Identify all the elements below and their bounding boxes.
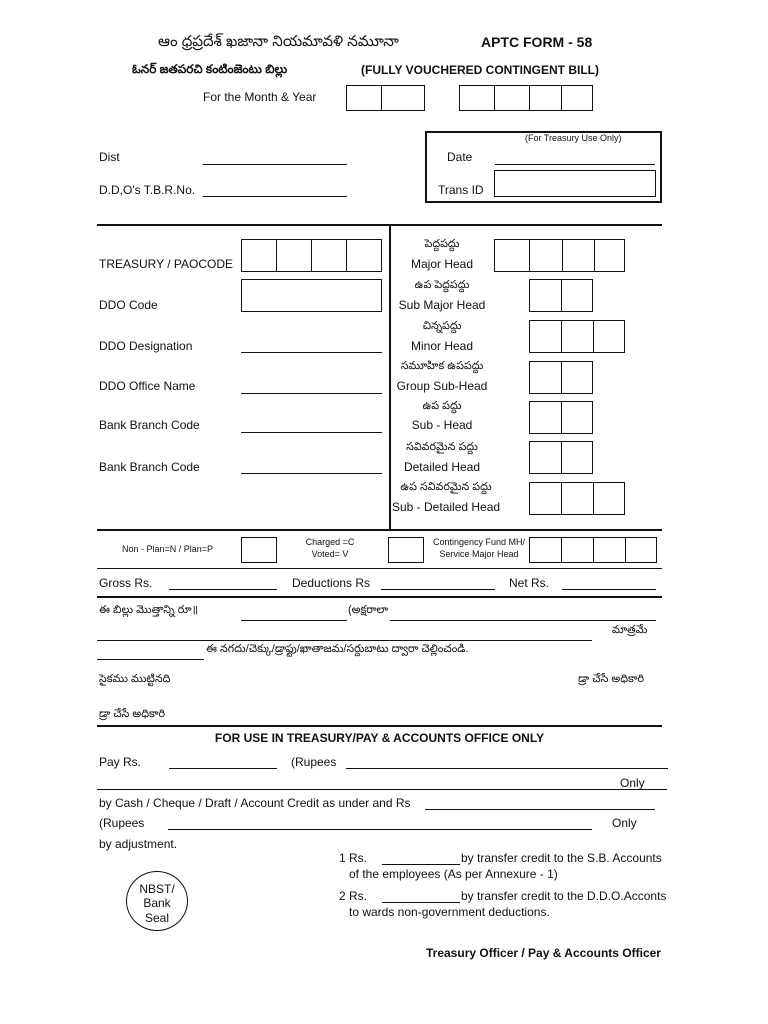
- net-field[interactable]: [562, 589, 656, 590]
- rupees-field-1[interactable]: [346, 768, 668, 769]
- sub-major-head-label: Sub Major Head: [398, 298, 486, 312]
- gross-field[interactable]: [169, 589, 277, 590]
- plan-box[interactable]: [241, 537, 277, 563]
- seal-line-3: Seal: [144, 911, 170, 925]
- drawing-officer-right-telugu: డ్రా చేసే అధికారి: [578, 673, 645, 685]
- contingency-label-1: Contingency Fund MH/: [432, 537, 526, 547]
- sub-detailed-head-boxes[interactable]: [529, 482, 625, 515]
- payment-mode-telugu: ఈ నగదు/చెక్కు/డ్రాఫ్టు/ఖాతాజమ/సర్దుబాటు ద్వారా చెల్లించండి.: [206, 643, 469, 655]
- item2-prefix: 2 Rs.: [339, 889, 368, 903]
- in-words-field[interactable]: [390, 620, 656, 621]
- sub-detailed-head-telugu: ఉప సవివరమైన పద్దు: [400, 481, 492, 493]
- major-head-telugu: పెద్దపద్దు: [424, 238, 460, 250]
- minor-head-telugu: చిన్నపద్దు: [422, 320, 462, 332]
- only-label-2: Only: [612, 816, 637, 830]
- group-sub-head-telugu: సమూహిక ఉపపద్దు: [400, 360, 484, 372]
- charged-label: Charged =C: [305, 537, 355, 547]
- dist-label: Dist: [99, 150, 120, 164]
- bank-branch-code-field-2[interactable]: [241, 473, 382, 474]
- bank-branch-code-label-2: Bank Branch Code: [99, 460, 200, 474]
- item1-suffix: by transfer credit to the S.B. Accounts: [461, 851, 662, 865]
- contingency-boxes[interactable]: [529, 537, 657, 563]
- sign-received-telugu: సైకము ముట్టినది: [99, 673, 171, 685]
- detailed-head-telugu: సవివరమైన పద్దు: [406, 441, 478, 453]
- form-title-telugu: ఆం ధ్రప్రదేశ్ ఖజానా నియమావళి నమూనా: [158, 33, 399, 50]
- ddo-designation-label: DDO Designation: [99, 339, 193, 353]
- seal-line-2: Bank: [143, 896, 171, 910]
- item1-prefix: 1 Rs.: [339, 851, 368, 865]
- ddo-tbr-label: D.D,O's T.B.R.No.: [99, 183, 196, 197]
- pay-field[interactable]: [169, 768, 277, 769]
- rupees-label-1: (Rupees: [291, 755, 337, 769]
- major-head-label: Major Head: [410, 257, 474, 271]
- date-field[interactable]: [495, 164, 655, 165]
- detailed-head-label: Detailed Head: [403, 460, 481, 474]
- trans-id-label: Trans ID: [438, 183, 484, 197]
- treasury-officer-signatory: Treasury Officer / Pay & Accounts Officer: [426, 946, 661, 960]
- form-code: APTC FORM - 58: [481, 34, 593, 50]
- ddo-code-field[interactable]: [241, 279, 382, 312]
- item1-amount-field[interactable]: [382, 864, 460, 865]
- only-label-1: Only: [620, 776, 645, 790]
- major-head-boxes[interactable]: [494, 239, 625, 272]
- rupees-field-2[interactable]: [168, 829, 592, 830]
- contingency-label-2: Service Major Head: [439, 549, 519, 559]
- section-divider-bottom: [97, 529, 662, 531]
- bank-branch-code-label-1: Bank Branch Code: [99, 418, 200, 432]
- sub-head-boxes[interactable]: [529, 401, 593, 434]
- sub-detailed-head-label: Sub - Detailed Head: [392, 500, 501, 514]
- net-label: Net Rs.: [509, 576, 550, 590]
- ddo-office-name-field[interactable]: [241, 393, 382, 394]
- section-divider-vertical: [389, 225, 391, 530]
- group-sub-head-label: Group Sub-Head: [396, 379, 488, 393]
- in-words-field-2[interactable]: [97, 640, 592, 641]
- office-divider: [97, 725, 662, 727]
- drawing-officer-left-telugu: డ్రా చేసే అధికారి: [99, 708, 166, 720]
- sub-major-head-boxes[interactable]: [529, 279, 593, 312]
- form-subtitle-en: (FULLY VOUCHERED CONTINGENT BILL): [361, 63, 600, 77]
- item1-line2: of the employees (As per Annexure - 1): [349, 867, 558, 881]
- item2-amount-field[interactable]: [382, 902, 460, 903]
- deductions-label: Deductions Rs: [292, 576, 371, 590]
- dist-field[interactable]: [203, 164, 347, 165]
- treasury-paocode-label: TREASURY / PAOCODE: [99, 257, 234, 271]
- form-subtitle-telugu: ఓనర్ జతపరచి కంటింజెంటు బిల్లు: [132, 62, 288, 76]
- gross-label: Gross Rs.: [99, 576, 153, 590]
- minor-head-boxes[interactable]: [529, 320, 625, 353]
- bank-branch-code-field-1[interactable]: [241, 432, 382, 433]
- year-boxes[interactable]: [459, 85, 593, 111]
- only-telugu: మాత్రమే: [612, 624, 648, 636]
- adjustment-label: by adjustment.: [99, 837, 178, 851]
- item2-line2: to wards non-government deductions.: [349, 905, 550, 919]
- ddo-code-label: DDO Code: [99, 298, 158, 312]
- minor-head-label: Minor Head: [410, 339, 474, 353]
- month-year-label: For the Month & Year: [203, 90, 317, 104]
- in-words-telugu: (అక్షరాలా: [348, 604, 389, 616]
- group-sub-head-boxes[interactable]: [529, 361, 593, 394]
- payment-mode-field[interactable]: [97, 659, 204, 660]
- treasury-use-note: (For Treasury Use Only): [525, 133, 622, 143]
- item2-suffix: by transfer credit to the D.D.O.Acconts: [461, 889, 667, 903]
- section-divider-top: [97, 224, 662, 226]
- sub-head-telugu: ఉప పద్దు: [422, 400, 462, 412]
- plan-label: Non - Plan=N / Plan=P: [122, 544, 214, 554]
- amounts-divider-top: [97, 568, 662, 569]
- rupees-label-2: (Rupees: [99, 816, 145, 830]
- rupees-field-1b[interactable]: [97, 789, 667, 790]
- ddo-tbr-field[interactable]: [203, 196, 347, 197]
- office-heading: FOR USE IN TREASURY/PAY & ACCOUNTS OFFICE ONLY: [214, 731, 545, 745]
- detailed-head-boxes[interactable]: [529, 441, 593, 474]
- pay-label: Pay Rs.: [99, 755, 142, 769]
- sub-major-head-telugu: ఉప పెద్దపద్దు: [414, 279, 470, 291]
- sub-head-label: Sub - Head: [411, 418, 473, 432]
- cash-label: by Cash / Cheque / Draft / Account Credit as under and Rs: [99, 796, 411, 810]
- ddo-designation-field[interactable]: [241, 352, 382, 353]
- bill-amount-field[interactable]: [241, 620, 347, 621]
- trans-id-field[interactable]: [494, 170, 656, 197]
- bill-amount-telugu: ఈ బిల్లు మొత్తాన్ని రూ॥: [99, 604, 199, 616]
- amounts-divider-bottom: [97, 596, 662, 598]
- seal-line-1: NBST/: [139, 882, 175, 896]
- deductions-field[interactable]: [381, 589, 495, 590]
- month-boxes[interactable]: [346, 85, 425, 111]
- voted-label: Voted= V: [311, 549, 349, 559]
- treasury-paocode-boxes[interactable]: [241, 239, 382, 272]
- charged-voted-box[interactable]: [388, 537, 424, 563]
- date-label: Date: [447, 150, 473, 164]
- ddo-office-name-label: DDO Office Name: [99, 379, 196, 393]
- cash-amount-field[interactable]: [425, 809, 655, 810]
